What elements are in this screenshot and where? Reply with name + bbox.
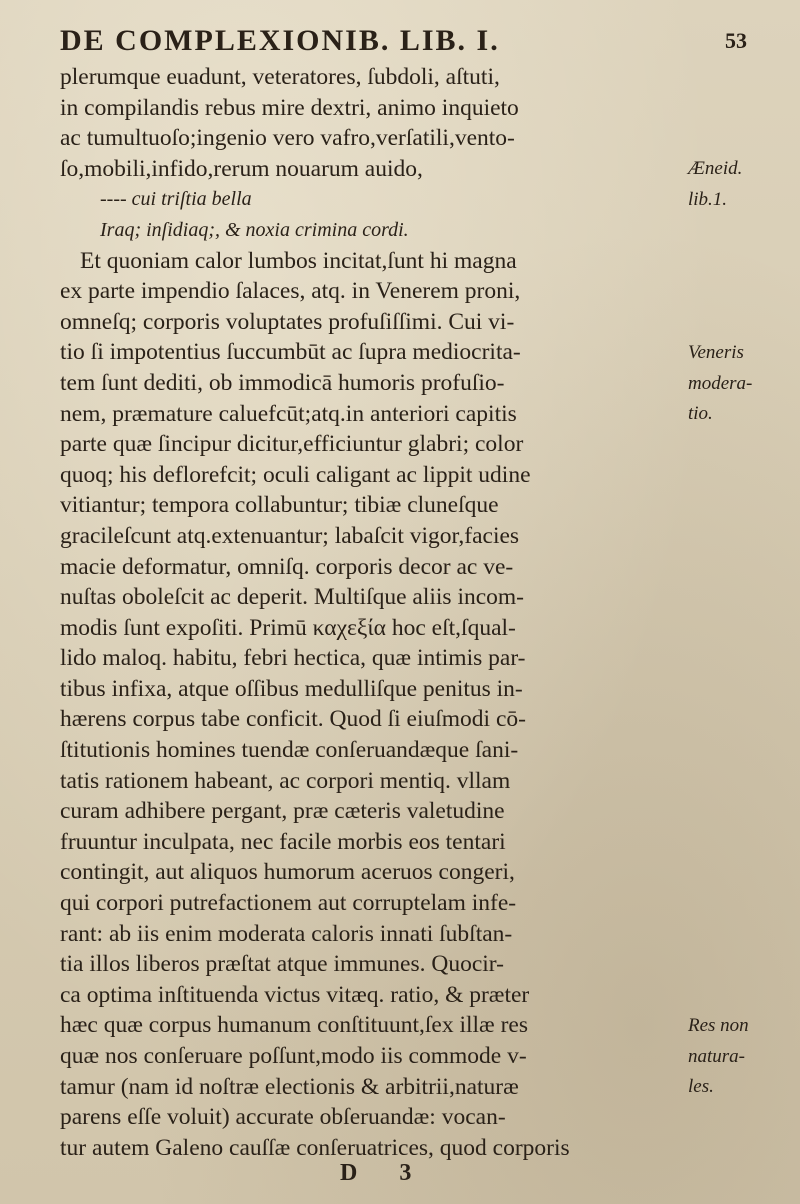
margin-note-line: les. <box>688 1076 714 1098</box>
signature-mark: D 3 <box>340 1160 430 1186</box>
text-line: tio ſi impotentius ſuccumbūt ac ſupra mediocrita- <box>60 339 521 366</box>
text-line: rant: ab iis enim moderata caloris innati ſubſtan- <box>60 920 513 947</box>
text-line: ſo,mobili,infido,rerum nouarum auido, <box>60 155 423 182</box>
text-line: contingit, aut aliquos humorum aceruos congeri, <box>60 859 515 886</box>
text-line: lido maloq. habitu, febri hectica, quæ intimis par- <box>60 645 526 672</box>
text-line: omneſq; corporis voluptates profuſiſſimi. Cui vi- <box>60 308 515 335</box>
text-line: ac tumultuoſo;ingenio vero vafro,verſatili,vento- <box>60 125 515 152</box>
text-line: ſtitutionis homines tuendæ conſeruandæque ſani- <box>60 737 519 764</box>
margin-note-res-non-naturales <box>688 1011 798 1103</box>
text-line: macie deformatur, omniſq. corporis decor ac ve- <box>60 553 514 580</box>
margin-note-line: Res non <box>688 1015 749 1036</box>
text-line: tia illos liberos præſtat atque immunes. Quocir- <box>60 951 504 978</box>
text-line: parens eſſe voluit) accurate obſeruandæ: vocan- <box>60 1104 506 1131</box>
text-line: tibus infixa, atque oſſibus medulliſque penitus in- <box>60 675 523 702</box>
margin-note-veneris <box>688 338 798 430</box>
text-line: ca optima inſtituenda victus vitæq. ratio, & præter <box>60 981 530 1008</box>
text-line: tatis rationem habeant, ac corpori mentiq. vllam <box>60 767 511 794</box>
margin-note-line: modera- <box>688 372 753 394</box>
text-line: qui corpori putrefactionem aut corruptelam infe- <box>60 890 517 917</box>
verse-line: ---- cui triſtia bella <box>100 188 252 211</box>
verse-line: Iraq; inſidiaq;, & noxia crimina cordi. <box>100 218 409 241</box>
text-line: parte quæ ſincipur dicitur,efficiuntur glabri; color <box>60 431 524 458</box>
margin-note-line: Æneid. <box>688 158 743 179</box>
text-line: in compilandis rebus mire dextri, animo inquieto <box>60 94 519 121</box>
text-line: quoq; his deflorefcit; oculi caligant ac lippit udine <box>60 461 531 488</box>
margin-note-line: natura- <box>688 1045 745 1067</box>
margin-note-line: tio. <box>688 403 713 425</box>
text-line: tem ſunt dediti, ob immodicā humoris profuſio- <box>60 369 505 396</box>
text-line: plerumque euadunt, veteratores, ſubdoli, aſtuti, <box>60 64 500 90</box>
text-line: tamur (nam id noſtræ electionis & arbitrii,naturæ <box>60 1073 519 1100</box>
main-text-block <box>60 62 650 1163</box>
running-title: DE COMPLEXIONIB. LIB. I. <box>60 24 500 57</box>
text-line: quæ nos conſeruare poſſunt,modo iis commode v- <box>60 1043 527 1069</box>
page-number: 53 <box>725 28 747 53</box>
text-line: nem, præmature caluefcūt;atq.in anteriori capitis <box>60 400 517 427</box>
text-line: Et quoniam calor lumbos incitat,ſunt hi magna <box>80 247 517 274</box>
text-line: nuſtas oboleſcit ac deperit. Multiſque aliis incom- <box>60 584 525 611</box>
text-line: hæc quæ corpus humanum conſtituunt,ſex illæ res <box>60 1012 528 1039</box>
text-line: fruuntur inculpata, nec facile morbis eos tentari <box>60 828 506 855</box>
margin-note-line: lib.1. <box>688 188 728 210</box>
text-line: hærens corpus tabe conficit. Quod ſi eiuſmodi cō- <box>60 706 526 733</box>
margin-note-aeneid <box>688 154 798 215</box>
text-line: vitiantur; tempora collabuntur; tibiæ cluneſque <box>60 492 499 519</box>
margin-note-line: Veneris <box>688 342 744 363</box>
text-line: tur autem Galeno cauſſæ conſeruatrices, quod corporis <box>60 1134 570 1161</box>
text-line: modis ſunt expoſiti. Primū καχεξία hoc eſt,ſqual- <box>60 614 516 641</box>
text-line: ex parte impendio ſalaces, atq. in Venerem proni, <box>60 278 521 305</box>
text-line: gracileſcunt atq.extenuantur; labaſcit vigor,facies <box>60 522 520 549</box>
text-line: curam adhibere pergant, præ cæteris valetudine <box>60 798 505 825</box>
